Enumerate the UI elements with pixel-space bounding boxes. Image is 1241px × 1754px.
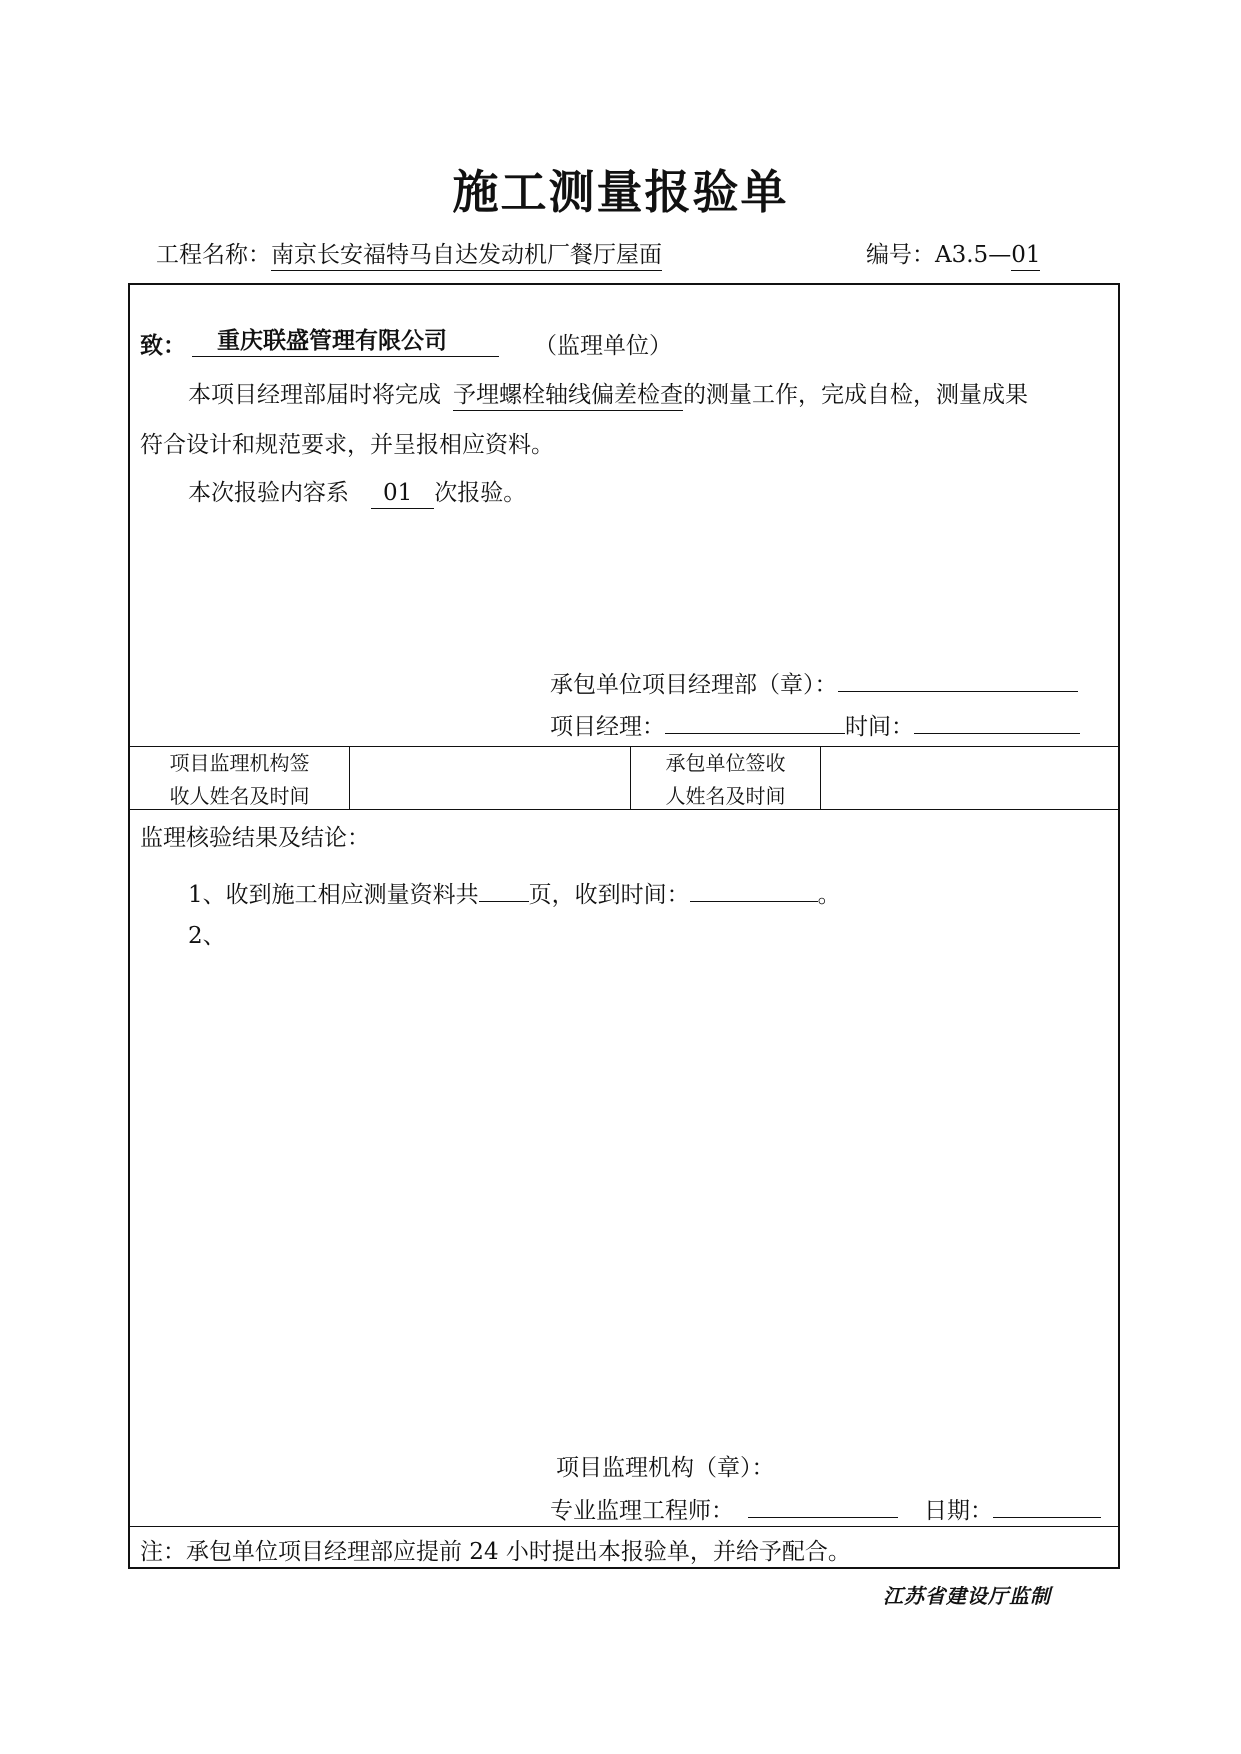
- contractor-dept-label: 承包单位项目经理部（章）：: [550, 672, 838, 698]
- work-item-field[interactable]: 予埋螺栓轴线偏差检查: [453, 381, 683, 411]
- form-number-row: [866, 236, 1040, 271]
- body-line-3-suffix: 次报验。: [434, 480, 527, 506]
- body-line-1-suffix: 的测量工作，完成自检，测量成果: [683, 382, 1028, 408]
- inspection-count-field[interactable]: 01: [371, 479, 434, 509]
- supervisor-org-label: 项目监理机构（章）：: [556, 1455, 775, 1481]
- supervisor-receipt-label: [130, 747, 349, 813]
- contractor-manager-row: [550, 708, 1080, 741]
- received-time-field[interactable]: [690, 879, 818, 902]
- supervisor-company-field[interactable]: [192, 327, 499, 357]
- result-item-1-mid: 页，收到时间：: [528, 882, 690, 908]
- project-manager-label: 项目经理：: [550, 714, 665, 740]
- result-item-1-suffix: 。: [817, 882, 841, 908]
- page-count-field[interactable]: [479, 879, 529, 902]
- contractor-receipt-label: [631, 747, 820, 813]
- contractor-receipt-line-2: 人姓名及时间: [665, 784, 786, 808]
- body-line-2: 符合设计和规范要求，并呈报相应资料。: [140, 432, 554, 458]
- to-label: 致：: [140, 333, 186, 359]
- supervisor-company-name: 重庆联盛管理有限公司: [192, 327, 499, 357]
- body-line-3-prefix: 本次报验内容系: [188, 480, 349, 506]
- project-name-row: [156, 236, 662, 271]
- result-item-1: [188, 876, 841, 909]
- result-item-1-prefix: 1、收到施工相应测量资料共: [188, 882, 479, 908]
- date-label: 日期：: [924, 1498, 993, 1524]
- body-line-1-prefix: 本项目经理部届时将完成: [188, 382, 441, 408]
- engineer-label: 专业监理工程师：: [550, 1498, 734, 1524]
- number-label: 编号：A3.5—: [866, 242, 1012, 268]
- contractor-receipt-line-1: 承包单位签收: [665, 751, 786, 775]
- supervisor-role-label: （监理单位）: [534, 333, 672, 359]
- body-line-1: [188, 376, 1028, 411]
- result-item-2: 2、: [188, 923, 226, 949]
- contractor-receipt-field[interactable]: [821, 747, 1120, 809]
- document-title: 施工测量报验单: [452, 165, 789, 219]
- supervisor-receipt-field[interactable]: [350, 747, 630, 809]
- project-manager-field[interactable]: [665, 711, 845, 734]
- date-field[interactable]: [993, 1495, 1101, 1518]
- footnote: 注：承包单位项目经理部应提前 24 小时提出本报验单，并给予配合。: [140, 1539, 851, 1565]
- contractor-dept-row: [550, 666, 1078, 699]
- contractor-time-field[interactable]: [914, 711, 1080, 734]
- supervisor-receipt-line-2: 收人姓名及时间: [169, 784, 310, 808]
- contractor-seal-field[interactable]: [838, 669, 1078, 692]
- issuer-mark: 江苏省建设厅监制: [883, 1584, 1051, 1608]
- contractor-time-label: 时间：: [845, 714, 914, 740]
- supervisor-engineer-row: [550, 1492, 1101, 1525]
- project-label: 工程名称：: [156, 242, 271, 268]
- inspection-form: [128, 283, 1120, 1569]
- body-line-3: [188, 474, 526, 509]
- form-number-field[interactable]: 01: [1011, 241, 1040, 271]
- note-divider: [130, 1526, 1118, 1527]
- engineer-field[interactable]: [748, 1495, 898, 1518]
- supervisor-receipt-line-1: 项目监理机构签: [169, 751, 310, 775]
- result-heading: 监理核验结果及结论：: [140, 825, 370, 851]
- project-name-field[interactable]: 南京长安福特马自达发动机厂餐厅屋面: [271, 241, 662, 271]
